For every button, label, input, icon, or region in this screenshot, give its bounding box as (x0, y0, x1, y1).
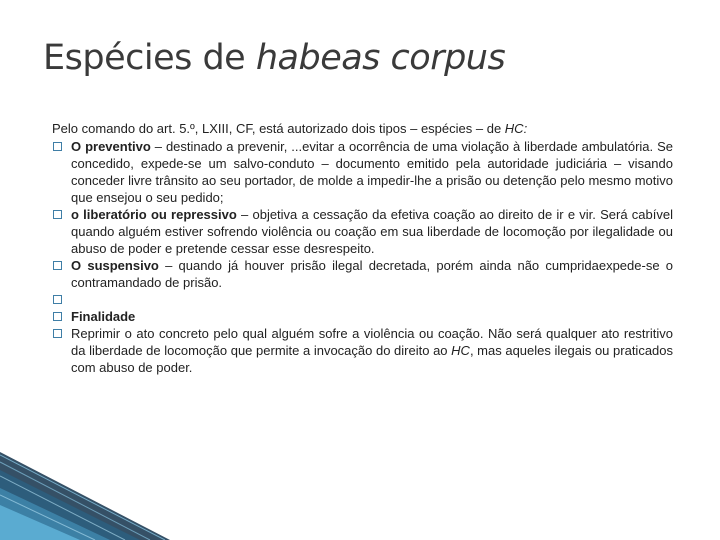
list-item-reprimir (52, 325, 673, 376)
item-text: – objetiva a cessação da efetiva coação ao direito de ir e vir. Será cabível quando alguém estiver sofrendo violência ou coação em sua liberdade de locomoção por ilegalidade ou abuso de poder e pretende cessar esse desrespeito. (71, 207, 673, 256)
list-item-empty (52, 291, 673, 308)
item-italic: HC (451, 343, 470, 358)
intro-paragraph (52, 120, 527, 137)
square-bullet-icon (53, 329, 62, 338)
list-item-liberatorio (52, 206, 673, 257)
list-item-finalidade (52, 308, 673, 325)
list-item-suspensivo (52, 257, 673, 291)
square-bullet-icon (53, 210, 62, 219)
square-bullet-icon (53, 295, 62, 304)
square-bullet-icon (53, 142, 62, 151)
list-item-preventivo (52, 138, 673, 206)
corner-decoration-lines (0, 452, 170, 540)
title-main: Espécies de (43, 38, 256, 78)
item-bold: Finalidade (71, 309, 136, 324)
square-bullet-icon (53, 312, 62, 321)
item-bold: o liberatório ou repressivo (71, 207, 237, 222)
item-bold: O preventivo (71, 139, 151, 154)
item-text: Reprimir o ato concreto pelo qual alguém sofre a violência ou coação. Não será qualquer ato restritivo da liberdade de locomoção que permite a invocação do direito ao (71, 326, 673, 358)
bullet-list (52, 138, 673, 376)
slide-title (43, 38, 505, 78)
square-bullet-icon (53, 261, 62, 270)
intro-text: Pelo comando do art. 5.º, LXIII, CF, está autorizado dois tipos – espécies – de (52, 121, 505, 136)
intro-italic: HC: (504, 121, 528, 136)
item-text-after: , mas aqueles ilegais ou praticados com abuso de poder. (71, 343, 674, 375)
item-bold: O suspensivo (71, 258, 159, 273)
item-text: – destinado a prevenir, ...evitar a ocorrência de uma violação à liberdade ambulatória. Se concedido, expede-se um salvo-conduto – documento emitido pela autoridade judiciária – visando conceder livre trânsito ao seu portador, de molde a impedir-lhe a prisão ou detenção pelo mesmo motivo que ensejou o seu pedido; (71, 139, 673, 205)
item-text: – quando já houver prisão ilegal decretada, porém ainda não cumpridaexpede-se o contramandado de prisão. (71, 258, 674, 290)
title-italic: habeas corpus (255, 38, 506, 78)
